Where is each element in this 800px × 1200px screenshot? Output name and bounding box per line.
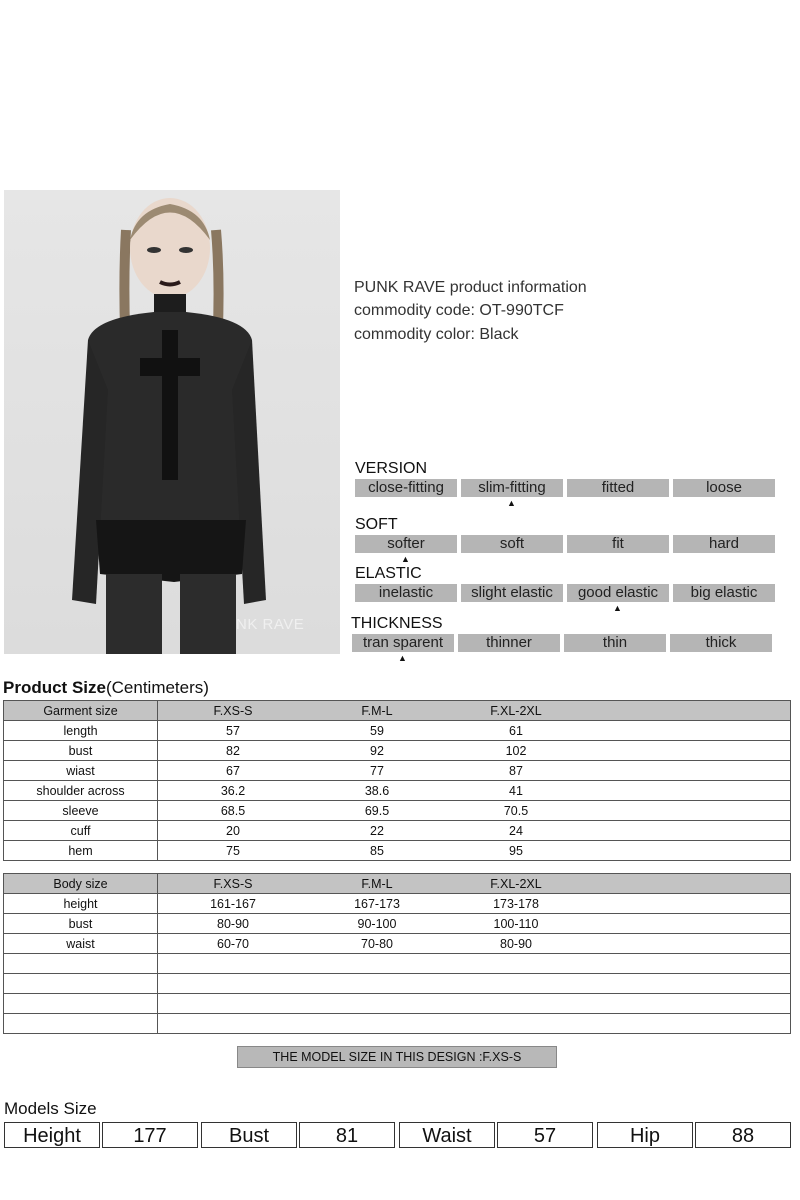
table-row bbox=[4, 894, 791, 914]
table-cell: 24 bbox=[446, 821, 586, 841]
attribute-scale bbox=[352, 634, 772, 652]
table-spacer-cell bbox=[586, 781, 791, 801]
attribute-scale bbox=[355, 479, 775, 497]
commodity-color-label: commodity color: bbox=[354, 326, 475, 343]
attribute-option: slight elastic bbox=[461, 584, 563, 602]
attribute-option: big elastic bbox=[673, 584, 775, 602]
table-row bbox=[4, 821, 791, 841]
table-cell: bust bbox=[4, 741, 158, 761]
table-row bbox=[4, 954, 791, 974]
commodity-code-label: commodity code: bbox=[354, 302, 475, 319]
product-info-title: PUNK RAVE product information bbox=[354, 279, 587, 296]
table-row bbox=[4, 801, 791, 821]
attribute-option: good elastic bbox=[567, 584, 669, 602]
attribute-option: fitted bbox=[567, 479, 669, 497]
model-measure-value: 81 bbox=[299, 1122, 395, 1148]
table-header-cell: F.XS-S bbox=[158, 701, 309, 721]
commodity-color bbox=[354, 326, 519, 344]
table-cell bbox=[4, 954, 158, 974]
table-row bbox=[4, 721, 791, 741]
table-spacer-cell bbox=[586, 821, 791, 841]
table-row bbox=[4, 1014, 791, 1034]
attribute-scale bbox=[355, 584, 775, 602]
body-size-table bbox=[3, 873, 791, 1034]
table-cell: length bbox=[4, 721, 158, 741]
table-cell: height bbox=[4, 894, 158, 914]
table-row bbox=[4, 934, 791, 954]
table-row bbox=[4, 914, 791, 934]
selected-marker-icon: ▲ bbox=[398, 653, 407, 663]
table-cell: 68.5 bbox=[158, 801, 309, 821]
table-cell: 167-173 bbox=[308, 894, 446, 914]
table-cell: 92 bbox=[308, 741, 446, 761]
table-cell bbox=[308, 1014, 446, 1034]
table-cell: waist bbox=[4, 934, 158, 954]
table-cell: 173-178 bbox=[446, 894, 586, 914]
product-size-heading bbox=[3, 678, 209, 698]
table-cell bbox=[4, 994, 158, 1014]
table-header-row bbox=[4, 874, 791, 894]
photo-watermark: NK RAVE bbox=[236, 616, 305, 633]
model-measure-value: 88 bbox=[695, 1122, 791, 1148]
attribute-title: VERSION bbox=[355, 460, 428, 477]
table-cell bbox=[158, 974, 309, 994]
table-row bbox=[4, 841, 791, 861]
attribute-option: inelastic bbox=[355, 584, 457, 602]
table-cell bbox=[158, 1014, 309, 1034]
table-spacer-cell bbox=[586, 761, 791, 781]
table-header-cell: Garment size bbox=[4, 701, 158, 721]
table-spacer-cell bbox=[586, 701, 791, 721]
table-cell bbox=[446, 954, 586, 974]
model-illustration bbox=[4, 190, 340, 654]
table-cell: 87 bbox=[446, 761, 586, 781]
table-cell: shoulder across bbox=[4, 781, 158, 801]
table-cell: 80-90 bbox=[158, 914, 309, 934]
table-cell: bust bbox=[4, 914, 158, 934]
table-header-cell: F.M-L bbox=[308, 874, 446, 894]
selected-marker-icon: ▲ bbox=[401, 554, 410, 564]
table-cell: wiast bbox=[4, 761, 158, 781]
table-cell: 36.2 bbox=[158, 781, 309, 801]
table-spacer-cell bbox=[586, 741, 791, 761]
table-cell: 70.5 bbox=[446, 801, 586, 821]
table-spacer-cell bbox=[586, 1014, 791, 1034]
table-spacer-cell bbox=[586, 954, 791, 974]
attribute-option: soft bbox=[461, 535, 563, 553]
table-spacer-cell bbox=[586, 994, 791, 1014]
model-measure-label: Waist bbox=[399, 1122, 495, 1148]
model-photo bbox=[4, 190, 340, 654]
table-cell: 69.5 bbox=[308, 801, 446, 821]
attribute-title: SOFT bbox=[355, 516, 398, 533]
table-cell: 102 bbox=[446, 741, 586, 761]
table-cell: 20 bbox=[158, 821, 309, 841]
attribute-option: fit bbox=[567, 535, 669, 553]
table-cell bbox=[446, 1014, 586, 1034]
table-cell: 161-167 bbox=[158, 894, 309, 914]
table-cell bbox=[308, 954, 446, 974]
product-size-title: Product Size bbox=[3, 678, 106, 697]
table-row bbox=[4, 761, 791, 781]
table-cell: 95 bbox=[446, 841, 586, 861]
product-size-unit: (Centimeters) bbox=[105, 678, 209, 697]
attribute-option: hard bbox=[673, 535, 775, 553]
model-measure-label: Height bbox=[4, 1122, 100, 1148]
table-cell: 82 bbox=[158, 741, 309, 761]
attribute-option: close-fitting bbox=[355, 479, 457, 497]
table-cell bbox=[158, 954, 309, 974]
table-cell: 90-100 bbox=[308, 914, 446, 934]
attribute-option: thick bbox=[670, 634, 772, 652]
table-row bbox=[4, 974, 791, 994]
table-cell: 22 bbox=[308, 821, 446, 841]
model-measure-label: Hip bbox=[597, 1122, 693, 1148]
table-cell: 60-70 bbox=[158, 934, 309, 954]
table-header-cell: Body size bbox=[4, 874, 158, 894]
table-spacer-cell bbox=[586, 934, 791, 954]
table-cell bbox=[308, 974, 446, 994]
table-cell: sleeve bbox=[4, 801, 158, 821]
commodity-code bbox=[354, 302, 564, 320]
model-measure-value: 57 bbox=[497, 1122, 593, 1148]
table-spacer-cell bbox=[586, 894, 791, 914]
table-cell bbox=[4, 1014, 158, 1034]
table-cell: 67 bbox=[158, 761, 309, 781]
table-spacer-cell bbox=[586, 914, 791, 934]
table-cell bbox=[446, 994, 586, 1014]
table-spacer-cell bbox=[586, 874, 791, 894]
table-header-cell: F.XL-2XL bbox=[446, 874, 586, 894]
attribute-option: slim-fitting bbox=[461, 479, 563, 497]
attribute-option: thin bbox=[564, 634, 666, 652]
table-cell bbox=[158, 994, 309, 1014]
table-spacer-cell bbox=[586, 974, 791, 994]
model-size-note: THE MODEL SIZE IN THIS DESIGN :F.XS-S bbox=[237, 1046, 557, 1068]
models-size-title: Models Size bbox=[4, 1099, 97, 1118]
table-row bbox=[4, 994, 791, 1014]
table-row bbox=[4, 741, 791, 761]
table-spacer-cell bbox=[586, 721, 791, 741]
table-cell: 38.6 bbox=[308, 781, 446, 801]
table-cell: 61 bbox=[446, 721, 586, 741]
commodity-code-value: OT-990TCF bbox=[479, 302, 564, 319]
attribute-option: thinner bbox=[458, 634, 560, 652]
selected-marker-icon: ▲ bbox=[613, 603, 622, 613]
table-cell: 41 bbox=[446, 781, 586, 801]
table-cell: 57 bbox=[158, 721, 309, 741]
model-measure-value: 177 bbox=[102, 1122, 198, 1148]
attribute-title: THICKNESS bbox=[351, 615, 443, 632]
attribute-title: ELASTIC bbox=[355, 565, 422, 582]
table-cell: 77 bbox=[308, 761, 446, 781]
table-cell bbox=[308, 994, 446, 1014]
table-cell: 80-90 bbox=[446, 934, 586, 954]
table-spacer-cell bbox=[586, 841, 791, 861]
table-cell: 100-110 bbox=[446, 914, 586, 934]
table-spacer-cell bbox=[586, 801, 791, 821]
table-row bbox=[4, 781, 791, 801]
garment-size-table bbox=[3, 700, 791, 861]
table-header-cell: F.M-L bbox=[308, 701, 446, 721]
table-header-cell: F.XS-S bbox=[158, 874, 309, 894]
attribute-scale bbox=[355, 535, 775, 553]
attribute-option: tran sparent bbox=[352, 634, 454, 652]
model-measure-label: Bust bbox=[201, 1122, 297, 1148]
table-cell: 70-80 bbox=[308, 934, 446, 954]
table-cell: hem bbox=[4, 841, 158, 861]
table-header-row bbox=[4, 701, 791, 721]
attribute-option: softer bbox=[355, 535, 457, 553]
table-cell: 85 bbox=[308, 841, 446, 861]
attribute-option: loose bbox=[673, 479, 775, 497]
table-header-cell: F.XL-2XL bbox=[446, 701, 586, 721]
table-cell bbox=[4, 974, 158, 994]
table-cell: 59 bbox=[308, 721, 446, 741]
selected-marker-icon: ▲ bbox=[507, 498, 516, 508]
commodity-color-value: Black bbox=[479, 326, 519, 343]
table-cell: cuff bbox=[4, 821, 158, 841]
table-cell: 75 bbox=[158, 841, 309, 861]
table-cell bbox=[446, 974, 586, 994]
